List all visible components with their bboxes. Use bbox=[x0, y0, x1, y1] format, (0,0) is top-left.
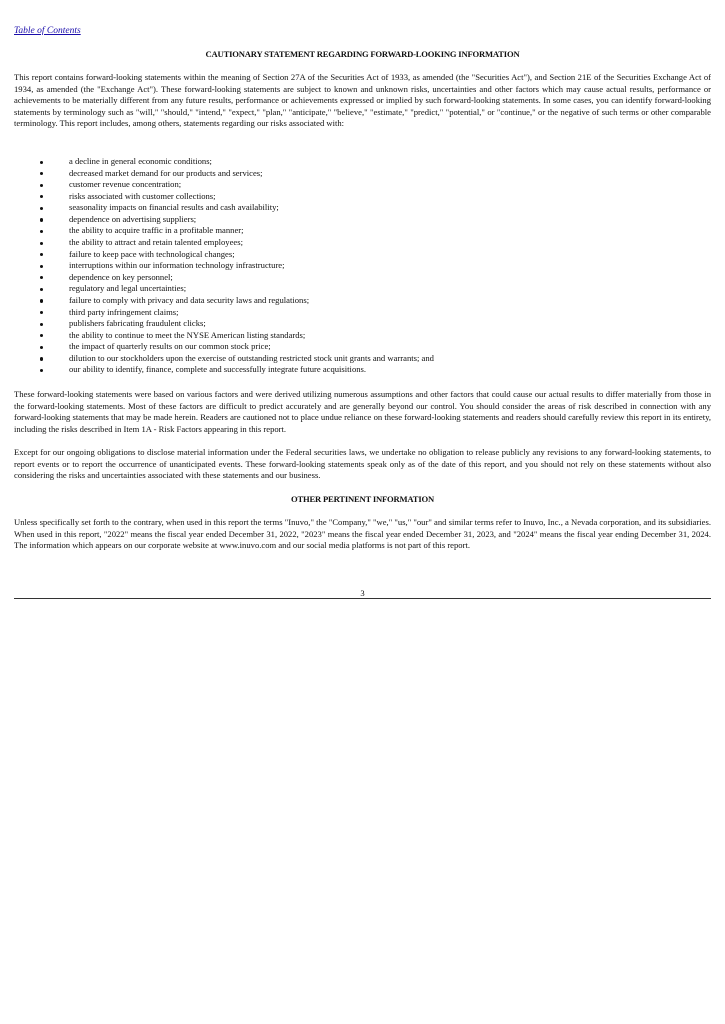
bullet-icon bbox=[40, 369, 43, 372]
bullet-icon bbox=[40, 346, 43, 349]
bullet-icon bbox=[40, 218, 43, 221]
bullet-icon bbox=[40, 195, 43, 198]
list-item: seasonality impacts on financial results and cash availability; bbox=[14, 202, 711, 214]
bullet-icon bbox=[40, 230, 43, 233]
list-item: dependence on key personnel; bbox=[14, 272, 711, 284]
list-item: failure to keep pace with technological changes; bbox=[14, 249, 711, 261]
list-item: dilution to our stockholders upon the exercise of outstanding restricted stock unit grants and warrants; and bbox=[14, 353, 711, 365]
bullet-icon bbox=[40, 323, 43, 326]
factors-paragraph: These forward-looking statements were based on various factors and were derived utilizing numerous assumptions and other factors that could cause our actual results to differ materially from those in the forward-looking statements. Most of these factors are difficult to predict accurately and are generally beyond our control. You should consider the areas of risk described in connection with any forward-looking statements that may be made herein. Readers are cautioned not to place undue reliance on these forward-looking statements and readers should carefully review this report in its entirety, including the risks described in Item 1A - Risk Factors appearing in this report. bbox=[14, 389, 711, 434]
list-item: decreased market demand for our products and services; bbox=[14, 168, 711, 180]
cautionary-statement-heading: CAUTIONARY STATEMENT REGARDING FORWARD-LOOKING INFORMATION bbox=[205, 49, 520, 59]
list-item: the ability to continue to meet the NYSE American listing standards; bbox=[14, 330, 711, 342]
other-information-paragraph: Unless specifically set forth to the contrary, when used in this report the terms "Inuvo," the "Company," "we," "us," "our" and similar terms refer to Inuvo, Inc., a Nevada corporation, and its subsidiaries. When used in this report, "2022" means the fiscal year ended December 31, 2022, "2023" means the fiscal year ended December 31, 2023, and "2024" means the fiscal year ending December 31, 2024. The information which appears on our corporate website at www.inuvo.com and our social media platforms is not part of this report. bbox=[14, 517, 711, 551]
other-information-heading: OTHER PERTINENT INFORMATION bbox=[291, 494, 434, 504]
list-item: the impact of quarterly results on our common stock price; bbox=[14, 341, 711, 353]
list-item: risks associated with customer collections; bbox=[14, 191, 711, 203]
bullet-icon bbox=[40, 276, 43, 279]
list-item: our ability to identify, finance, complete and successfully integrate future acquisitions. bbox=[14, 364, 711, 376]
table-of-contents-link[interactable]: Table of Contents bbox=[14, 26, 81, 36]
bullet-icon bbox=[40, 299, 43, 302]
bullet-icon bbox=[40, 161, 43, 164]
list-item: failure to comply with privacy and data security laws and regulations; bbox=[14, 295, 711, 307]
bullet-icon bbox=[40, 311, 43, 314]
list-item: customer revenue concentration; bbox=[14, 179, 711, 191]
list-item: regulatory and legal uncertainties; bbox=[14, 283, 711, 295]
bullet-icon bbox=[40, 334, 43, 337]
list-item: third party infringement claims; bbox=[14, 307, 711, 319]
list-item: the ability to attract and retain talented employees; bbox=[14, 237, 711, 249]
list-item: publishers fabricating fraudulent clicks; bbox=[14, 318, 711, 330]
intro-paragraph: This report contains forward-looking statements within the meaning of Section 27A of the Securities Act of 1933, as amended (the "Securities Act"), and Section 21E of the Securities Exchange Act of 1934, as amended (the "Exchange Act"). These forward-looking statements are subject to known and unknown risks, uncertainties and other factors which may cause actual results, performance or achievements to be materially different from any future results, performance or achievements expressed or implied by such forward-looking statements. In some cases, you can identify forward-looking statements by terminology such as "will," "should," "intend," "expect," "plan," "anticipate," "believe," "estimate," "predict," "potential," or "continue," or the negative of such terms or other comparable terminology. This report includes, among others, statements regarding our risks associated with: bbox=[14, 72, 711, 129]
page-number: 3 bbox=[360, 588, 365, 598]
page-divider bbox=[14, 598, 711, 599]
bullet-icon bbox=[40, 265, 43, 268]
bullet-icon bbox=[40, 242, 43, 245]
list-item: dependence on advertising suppliers; bbox=[14, 214, 711, 226]
bullet-icon bbox=[40, 184, 43, 187]
bullet-icon bbox=[40, 357, 43, 360]
bullet-icon bbox=[40, 172, 43, 175]
bullet-icon bbox=[40, 207, 43, 210]
list-item: a decline in general economic conditions; bbox=[14, 156, 711, 168]
obligation-paragraph: Except for our ongoing obligations to disclose material information under the Federal securities laws, we undertake no obligation to release publicly any revisions to any forward-looking statements, to report events or to report the occurrence of unanticipated events. These forward-looking statements speak only as of the date of this report, and you should not rely on these statements without also considering the risks and uncertainties associated with these statements and our business. bbox=[14, 447, 711, 481]
bullet-icon bbox=[40, 288, 43, 291]
risk-list bbox=[14, 156, 711, 376]
list-item: the ability to acquire traffic in a profitable manner; bbox=[14, 225, 711, 237]
list-item: interruptions within our information technology infrastructure; bbox=[14, 260, 711, 272]
bullet-icon bbox=[40, 253, 43, 256]
